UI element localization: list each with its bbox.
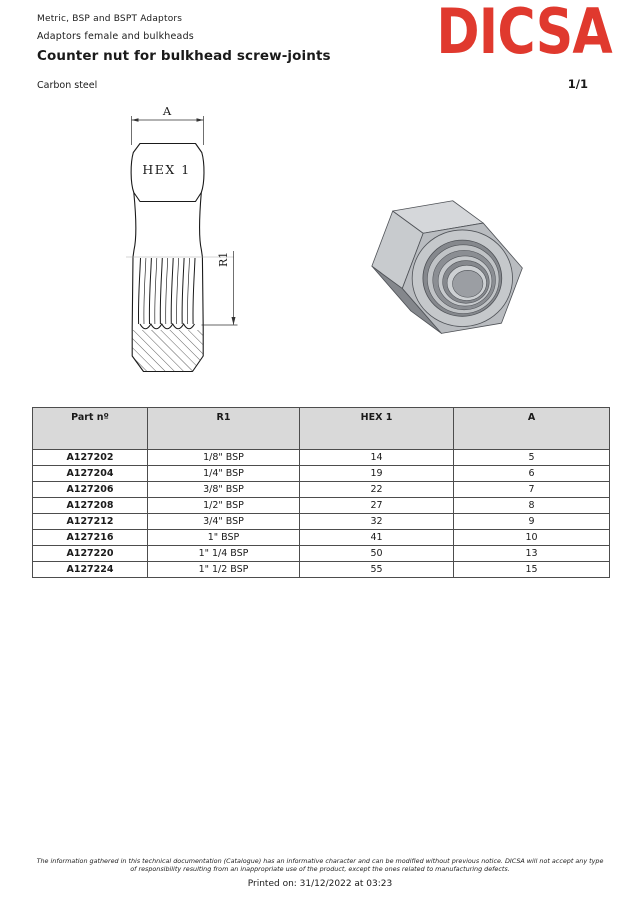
table-row <box>33 514 610 530</box>
hex-nut-illustration <box>362 190 534 346</box>
thread-lines <box>138 258 195 324</box>
value-cell: 27 <box>300 498 454 514</box>
value-cell: 50 <box>300 546 454 562</box>
dim-a-label: A <box>162 104 172 118</box>
dicsa-logo: DICSA <box>436 0 612 68</box>
table-header-row <box>33 408 610 450</box>
dim-a-arrow-left <box>132 118 139 122</box>
part-number-cell: A127216 <box>33 530 148 546</box>
table-row <box>33 466 610 482</box>
dimension-a <box>132 116 204 145</box>
col-header-hex1: HEX 1 <box>300 408 454 450</box>
value-cell: 1" BSP <box>148 530 300 546</box>
value-cell: 1" 1/4 BSP <box>148 546 300 562</box>
value-cell: 10 <box>454 530 610 546</box>
value-cell: 5 <box>454 450 610 466</box>
section-hatch <box>132 330 203 372</box>
technical-drawing <box>100 95 260 395</box>
col-header-part: Part nº <box>33 408 148 450</box>
value-cell: 7 <box>454 482 610 498</box>
table-row <box>33 546 610 562</box>
page-title: Counter nut for bulkhead screw-joints <box>37 48 331 64</box>
thread-profile-scallops <box>140 324 195 329</box>
value-cell: 8 <box>454 498 610 514</box>
value-cell: 14 <box>300 450 454 466</box>
nut-side-view-drawing <box>100 95 260 395</box>
value-cell: 22 <box>300 482 454 498</box>
part-number-cell: A127208 <box>33 498 148 514</box>
table-row <box>33 482 610 498</box>
parts-table <box>32 407 610 578</box>
parts-table-body <box>33 450 610 578</box>
value-cell: 3/4" BSP <box>148 514 300 530</box>
value-cell: 6 <box>454 466 610 482</box>
value-cell: 1/2" BSP <box>148 498 300 514</box>
part-number-cell: A127212 <box>33 514 148 530</box>
table-row <box>33 498 610 514</box>
table-row <box>33 450 610 466</box>
part-number-cell: A127224 <box>33 562 148 578</box>
dim-a-arrow-right <box>197 118 204 122</box>
value-cell: 32 <box>300 514 454 530</box>
disclaimer-line-1: The information gathered in this technical documentation (Catalogue) has an informative character and can be modified without previous notice. DICSA will not accept any type <box>36 857 604 865</box>
value-cell: 1" 1/2 BSP <box>148 562 300 578</box>
col-header-a: A <box>454 408 610 450</box>
part-number-cell: A127202 <box>33 450 148 466</box>
value-cell: 41 <box>300 530 454 546</box>
part-number-cell: A127204 <box>33 466 148 482</box>
value-cell: 13 <box>454 546 610 562</box>
value-cell: 1/4" BSP <box>148 466 300 482</box>
table-row <box>33 530 610 546</box>
part-number-cell: A127206 <box>33 482 148 498</box>
value-cell: 1/8" BSP <box>148 450 300 466</box>
value-cell: 19 <box>300 466 454 482</box>
disclaimer-line-2: of responsibility resulting from an inappropriate use of the product, except the ones related to manufacturing defects. <box>130 864 510 873</box>
value-cell: 3/8" BSP <box>148 482 300 498</box>
hex1-drawing-label: HEX 1 <box>142 162 191 177</box>
value-cell: 15 <box>454 562 610 578</box>
page-number: 1/1 <box>567 77 588 91</box>
nut-3d-render <box>362 190 534 346</box>
dim-r1-label: R1 <box>217 251 230 267</box>
category-line: Metric, BSP and BSPT Adaptors <box>37 14 183 24</box>
value-cell: 55 <box>300 562 454 578</box>
subcategory-line: Adaptors female and bulkheads <box>37 31 194 42</box>
printed-on: Printed on: 31/12/2022 at 03:23 <box>247 879 393 889</box>
value-cell: 9 <box>454 514 610 530</box>
dim-r1-arrow <box>232 317 236 325</box>
material-label: Carbon steel <box>37 80 98 91</box>
part-number-cell: A127220 <box>33 546 148 562</box>
col-header-r1: R1 <box>148 408 300 450</box>
table-row <box>33 562 610 578</box>
bore-inner <box>452 270 482 297</box>
